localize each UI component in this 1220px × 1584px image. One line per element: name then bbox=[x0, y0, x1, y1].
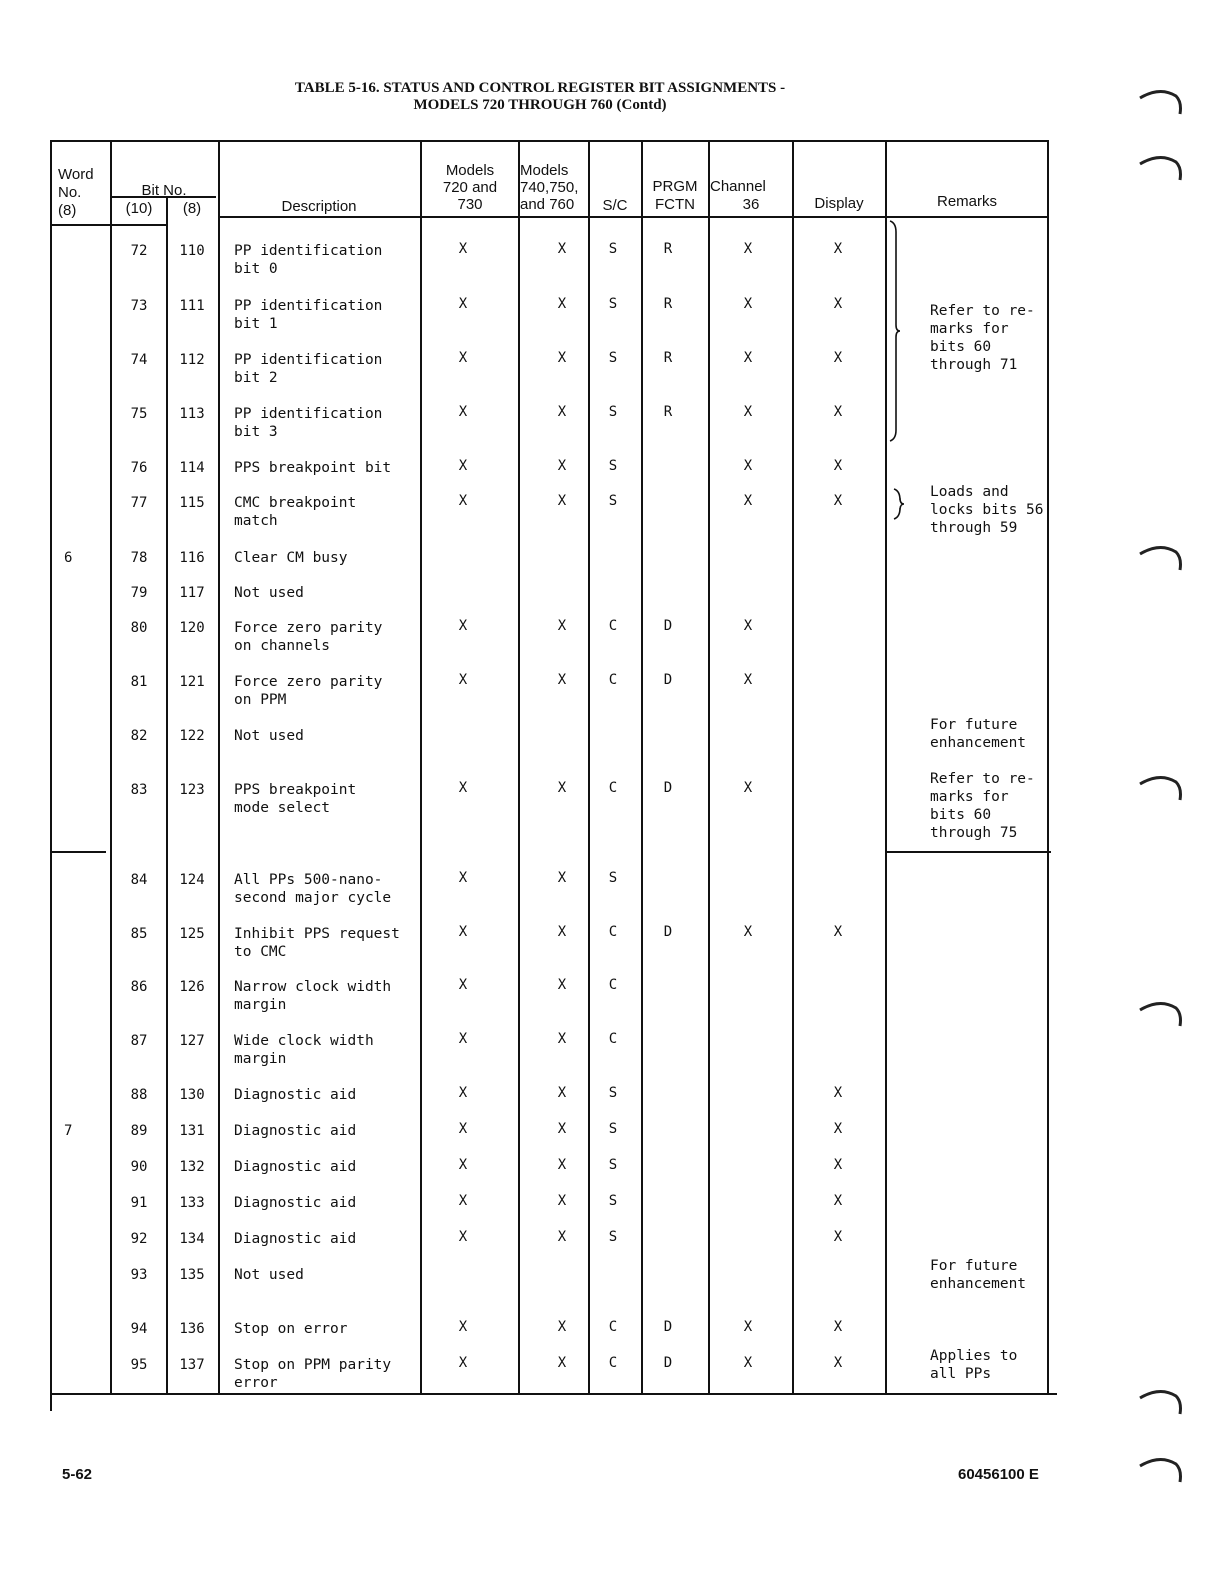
cell-m720: X bbox=[458, 672, 468, 688]
bit-number-octal: 126 bbox=[179, 979, 205, 995]
cell-disp: X bbox=[833, 1121, 843, 1137]
cell-m740: X bbox=[557, 1157, 567, 1173]
header-channel: Channel bbox=[710, 178, 766, 195]
word-number: 7 bbox=[64, 1123, 73, 1139]
cell-m740: X bbox=[557, 1031, 567, 1047]
bit-number-decimal: 84 bbox=[130, 872, 148, 888]
cell-sc: S bbox=[608, 1121, 618, 1137]
bit-number-octal: 134 bbox=[179, 1231, 205, 1247]
cell-ch: X bbox=[743, 672, 753, 688]
cell-m720: X bbox=[458, 350, 468, 366]
description: Not used bbox=[234, 1267, 304, 1283]
cell-prgm: D bbox=[663, 1319, 673, 1335]
cell-m740: X bbox=[557, 870, 567, 886]
binder-hole-mark-icon bbox=[1138, 770, 1184, 802]
description: mode select bbox=[234, 800, 331, 816]
description: Not used bbox=[234, 728, 304, 744]
cell-m720: X bbox=[458, 780, 468, 796]
bit-number-octal: 122 bbox=[179, 728, 205, 744]
description: to CMC bbox=[234, 944, 287, 960]
cell-m740: X bbox=[557, 1319, 567, 1335]
header-rule bbox=[218, 216, 1049, 218]
remark-text: marks for bbox=[930, 321, 1009, 337]
bit-number-decimal: 72 bbox=[130, 243, 148, 259]
description: margin bbox=[234, 997, 287, 1013]
cell-m740: X bbox=[557, 1355, 567, 1371]
document-number: 60456100 E bbox=[958, 1466, 1039, 1483]
bit-number-decimal: 83 bbox=[130, 782, 148, 798]
cell-sc: C bbox=[608, 924, 618, 940]
description: Diagnostic aid bbox=[234, 1087, 357, 1103]
binder-hole-mark-icon bbox=[1138, 150, 1184, 182]
remark-text: For future bbox=[930, 717, 1018, 733]
bit-number-decimal: 87 bbox=[130, 1033, 148, 1049]
column-rule bbox=[708, 140, 710, 1393]
bit-number-octal: 125 bbox=[179, 926, 205, 942]
remark-text: bits 60 bbox=[930, 339, 992, 355]
cell-sc: C bbox=[608, 618, 618, 634]
bit-number-decimal: 82 bbox=[130, 728, 148, 744]
cell-m740: X bbox=[557, 1121, 567, 1137]
cell-sc: S bbox=[608, 458, 618, 474]
cell-prgm: D bbox=[663, 1355, 673, 1371]
cell-disp: X bbox=[833, 241, 843, 257]
binder-hole-mark-icon bbox=[1138, 1384, 1184, 1416]
bit-number-octal: 130 bbox=[179, 1087, 205, 1103]
column-rule bbox=[1047, 140, 1049, 1393]
cell-m720: X bbox=[458, 1229, 468, 1245]
remark-text: enhancement bbox=[930, 735, 1027, 751]
cell-disp: X bbox=[833, 1157, 843, 1173]
cell-sc: S bbox=[608, 296, 618, 312]
cell-sc: S bbox=[608, 241, 618, 257]
cell-m740: X bbox=[557, 672, 567, 688]
column-rule bbox=[792, 140, 794, 1393]
bit-number-decimal: 95 bbox=[130, 1357, 148, 1373]
bit-number-octal: 112 bbox=[179, 352, 205, 368]
cell-m720: X bbox=[458, 404, 468, 420]
cell-ch: X bbox=[743, 618, 753, 634]
header-word-no: (8) bbox=[58, 202, 77, 219]
cell-disp: X bbox=[833, 1229, 843, 1245]
header-remarks: Remarks bbox=[936, 193, 997, 210]
column-rule bbox=[641, 140, 643, 1393]
bit-number-decimal: 93 bbox=[130, 1267, 148, 1283]
header-models-740: and 760 bbox=[520, 196, 575, 213]
bit-number-decimal: 75 bbox=[130, 406, 148, 422]
cell-sc: S bbox=[608, 1193, 618, 1209]
header-models-720: 720 and bbox=[442, 179, 498, 196]
cell-ch: X bbox=[743, 493, 753, 509]
cell-ch: X bbox=[743, 296, 753, 312]
bracket-rows-72-75 bbox=[888, 220, 902, 442]
cell-m740: X bbox=[557, 296, 567, 312]
description: error bbox=[234, 1375, 278, 1391]
description: second major cycle bbox=[234, 890, 392, 906]
remark-text: all PPs bbox=[930, 1366, 992, 1382]
cell-prgm: R bbox=[663, 296, 673, 312]
bit-number-octal: 114 bbox=[179, 460, 205, 476]
cell-prgm: R bbox=[663, 350, 673, 366]
bit-number-octal: 110 bbox=[179, 243, 205, 259]
table-title-line-1: TABLE 5-16. STATUS AND CONTROL REGISTER BIT ASSIGNMENTS - bbox=[294, 80, 786, 96]
cell-prgm: R bbox=[663, 241, 673, 257]
cell-sc: S bbox=[608, 350, 618, 366]
bit-number-octal: 132 bbox=[179, 1159, 205, 1175]
bit-number-octal: 124 bbox=[179, 872, 205, 888]
bit-number-octal: 120 bbox=[179, 620, 205, 636]
description: Force zero parity bbox=[234, 620, 383, 636]
cell-m740: X bbox=[557, 241, 567, 257]
remark-text: through 75 bbox=[930, 825, 1018, 841]
cell-disp: X bbox=[833, 1085, 843, 1101]
binder-hole-mark-icon bbox=[1138, 540, 1184, 572]
cell-sc: C bbox=[608, 977, 618, 993]
remark-text: For future bbox=[930, 1258, 1018, 1274]
header-models-740: 740,750, bbox=[520, 179, 579, 196]
bit-number-octal: 133 bbox=[179, 1195, 205, 1211]
cell-m720: X bbox=[458, 241, 468, 257]
cell-m740: X bbox=[557, 404, 567, 420]
column-rule bbox=[420, 140, 422, 1393]
cell-disp: X bbox=[833, 924, 843, 940]
bit-number-decimal: 79 bbox=[130, 585, 148, 601]
description: on channels bbox=[234, 638, 331, 654]
cell-ch: X bbox=[743, 350, 753, 366]
header-rule-word bbox=[50, 224, 166, 226]
column-rule bbox=[588, 140, 590, 1393]
remark-text: through 59 bbox=[930, 520, 1018, 536]
description: bit 2 bbox=[234, 370, 278, 386]
column-rule bbox=[885, 140, 887, 1393]
description: PP identification bbox=[234, 352, 383, 368]
cell-m740: X bbox=[557, 1085, 567, 1101]
cell-m720: X bbox=[458, 1193, 468, 1209]
header-models-720: Models bbox=[445, 162, 495, 179]
bit-number-octal: 116 bbox=[179, 550, 205, 566]
bit-number-octal: 121 bbox=[179, 674, 205, 690]
cell-prgm: D bbox=[663, 672, 673, 688]
header-models-740: Models bbox=[520, 162, 569, 179]
bit-number-octal: 127 bbox=[179, 1033, 205, 1049]
cell-m720: X bbox=[458, 977, 468, 993]
bit-number-octal: 111 bbox=[179, 298, 205, 314]
cell-ch: X bbox=[743, 458, 753, 474]
cell-sc: S bbox=[608, 493, 618, 509]
cell-m720: X bbox=[458, 493, 468, 509]
bit-number-decimal: 91 bbox=[130, 1195, 148, 1211]
header-word-no: No. bbox=[58, 184, 82, 201]
binder-hole-mark-icon bbox=[1138, 84, 1184, 116]
cell-disp: X bbox=[833, 493, 843, 509]
cell-prgm: D bbox=[663, 780, 673, 796]
remark-text: enhancement bbox=[930, 1276, 1027, 1292]
bit-number-octal: 123 bbox=[179, 782, 205, 798]
cell-sc: S bbox=[608, 1229, 618, 1245]
binder-hole-mark-icon bbox=[1138, 996, 1184, 1028]
word-group-separator bbox=[50, 851, 106, 853]
header-display: Display bbox=[814, 195, 864, 212]
remark-text: Refer to re- bbox=[930, 303, 1035, 319]
table-title-line-2: MODELS 720 THROUGH 760 (Contd) bbox=[413, 97, 667, 113]
cell-sc: C bbox=[608, 1355, 618, 1371]
cell-m740: X bbox=[557, 924, 567, 940]
description: Force zero parity bbox=[234, 674, 383, 690]
header-bit-no: Bit No. bbox=[141, 182, 187, 199]
description: PPS breakpoint bbox=[234, 782, 357, 798]
cell-m740: X bbox=[557, 1193, 567, 1209]
cell-prgm: R bbox=[663, 404, 673, 420]
cell-ch: X bbox=[743, 1355, 753, 1371]
cell-sc: C bbox=[608, 780, 618, 796]
description: PP identification bbox=[234, 298, 383, 314]
header-bit-10: (10) bbox=[125, 200, 153, 217]
cell-sc: S bbox=[608, 1157, 618, 1173]
cell-m740: X bbox=[557, 458, 567, 474]
table-top-border bbox=[50, 140, 1049, 142]
header-word-no: Word bbox=[58, 166, 94, 183]
bit-number-decimal: 89 bbox=[130, 1123, 148, 1139]
bit-number-decimal: 78 bbox=[130, 550, 148, 566]
bit-number-octal: 115 bbox=[179, 495, 205, 511]
cell-ch: X bbox=[743, 404, 753, 420]
cell-disp: X bbox=[833, 1193, 843, 1209]
cell-m720: X bbox=[458, 1121, 468, 1137]
column-rule bbox=[218, 140, 220, 1393]
cell-sc: S bbox=[608, 870, 618, 886]
cell-disp: X bbox=[833, 1319, 843, 1335]
description: Diagnostic aid bbox=[234, 1231, 357, 1247]
word-number: 6 bbox=[64, 550, 73, 566]
remark-text: through 71 bbox=[930, 357, 1018, 373]
cell-disp: X bbox=[833, 1355, 843, 1371]
remark-text: bits 60 bbox=[930, 807, 992, 823]
description: Clear CM busy bbox=[234, 550, 348, 566]
description: Stop on error bbox=[234, 1321, 348, 1337]
description: PP identification bbox=[234, 406, 383, 422]
bit-number-decimal: 73 bbox=[130, 298, 148, 314]
cell-m740: X bbox=[557, 780, 567, 796]
bit-number-decimal: 85 bbox=[130, 926, 148, 942]
cell-m720: X bbox=[458, 1319, 468, 1335]
cell-m720: X bbox=[458, 1031, 468, 1047]
cell-m720: X bbox=[458, 618, 468, 634]
cell-sc: S bbox=[608, 1085, 618, 1101]
bit-number-octal: 131 bbox=[179, 1123, 205, 1139]
remark-text: locks bits 56 bbox=[930, 502, 1044, 518]
cell-sc: C bbox=[608, 1031, 618, 1047]
description: PP identification bbox=[234, 243, 383, 259]
remark-text: Applies to bbox=[930, 1348, 1018, 1364]
bit-number-octal: 137 bbox=[179, 1357, 205, 1373]
cell-m720: X bbox=[458, 870, 468, 886]
cell-sc: C bbox=[608, 672, 618, 688]
cell-m720: X bbox=[458, 296, 468, 312]
cell-disp: X bbox=[833, 458, 843, 474]
table-bottom-border bbox=[50, 1393, 1057, 1395]
description: PPS breakpoint bit bbox=[234, 460, 392, 476]
description: Diagnostic aid bbox=[234, 1123, 357, 1139]
cell-disp: X bbox=[833, 296, 843, 312]
description: bit 3 bbox=[234, 424, 278, 440]
description: on PPM bbox=[234, 692, 287, 708]
cell-prgm: D bbox=[663, 618, 673, 634]
header-bit-8: (8) bbox=[182, 200, 202, 217]
header-description: Description bbox=[281, 198, 357, 215]
column-rule bbox=[518, 140, 520, 1393]
description: Inhibit PPS request bbox=[234, 926, 400, 942]
description: Narrow clock width bbox=[234, 979, 392, 995]
cell-m720: X bbox=[458, 1355, 468, 1371]
bit-number-decimal: 90 bbox=[130, 1159, 148, 1175]
cell-ch: X bbox=[743, 241, 753, 257]
description: margin bbox=[234, 1051, 287, 1067]
description: Diagnostic aid bbox=[234, 1159, 357, 1175]
description: All PPs 500-nano- bbox=[234, 872, 383, 888]
bit-number-octal: 135 bbox=[179, 1267, 205, 1283]
bit-number-octal: 117 bbox=[179, 585, 205, 601]
header-sc: S/C bbox=[602, 197, 628, 214]
cell-m740: X bbox=[557, 618, 567, 634]
cell-disp: X bbox=[833, 350, 843, 366]
description: bit 0 bbox=[234, 261, 278, 277]
cell-sc: C bbox=[608, 1319, 618, 1335]
remark-text: Refer to re- bbox=[930, 771, 1035, 787]
cell-disp: X bbox=[833, 404, 843, 420]
bit-number-octal: 136 bbox=[179, 1321, 205, 1337]
description: Stop on PPM parity bbox=[234, 1357, 392, 1373]
cell-m720: X bbox=[458, 1085, 468, 1101]
bit-number-decimal: 76 bbox=[130, 460, 148, 476]
bit-number-decimal: 94 bbox=[130, 1321, 148, 1337]
cell-m720: X bbox=[458, 458, 468, 474]
remarks-separator bbox=[885, 851, 1051, 853]
bit-number-decimal: 77 bbox=[130, 495, 148, 511]
cell-prgm: D bbox=[663, 924, 673, 940]
bit-number-decimal: 88 bbox=[130, 1087, 148, 1103]
bit-number-decimal: 80 bbox=[130, 620, 148, 636]
cell-ch: X bbox=[743, 780, 753, 796]
column-rule bbox=[50, 140, 52, 1411]
remark-text: Loads and bbox=[930, 484, 1009, 500]
header-models-720: 730 bbox=[457, 196, 483, 213]
bit-number-decimal: 74 bbox=[130, 352, 148, 368]
description: Not used bbox=[234, 585, 304, 601]
bit-number-decimal: 86 bbox=[130, 979, 148, 995]
cell-ch: X bbox=[743, 1319, 753, 1335]
cell-m720: X bbox=[458, 924, 468, 940]
description: CMC breakpoint bbox=[234, 495, 357, 511]
cell-m740: X bbox=[557, 350, 567, 366]
cell-m740: X bbox=[557, 977, 567, 993]
cell-m720: X bbox=[458, 1157, 468, 1173]
cell-sc: S bbox=[608, 404, 618, 420]
remark-text: marks for bbox=[930, 789, 1009, 805]
header-prgm-fctn: PRGM bbox=[652, 178, 698, 195]
header-channel: 36 bbox=[742, 196, 760, 213]
description: Diagnostic aid bbox=[234, 1195, 357, 1211]
cell-m740: X bbox=[557, 493, 567, 509]
bracket-row-77 bbox=[892, 488, 906, 520]
bit-number-decimal: 81 bbox=[130, 674, 148, 690]
bit-number-octal: 113 bbox=[179, 406, 205, 422]
bit-number-decimal: 92 bbox=[130, 1231, 148, 1247]
description: Wide clock width bbox=[234, 1033, 374, 1049]
description: match bbox=[234, 513, 278, 529]
cell-ch: X bbox=[743, 924, 753, 940]
description: bit 1 bbox=[234, 316, 278, 332]
page-number: 5-62 bbox=[62, 1466, 93, 1483]
binder-hole-mark-icon bbox=[1138, 1452, 1184, 1484]
header-prgm-fctn: FCTN bbox=[655, 196, 695, 213]
cell-m740: X bbox=[557, 1229, 567, 1245]
